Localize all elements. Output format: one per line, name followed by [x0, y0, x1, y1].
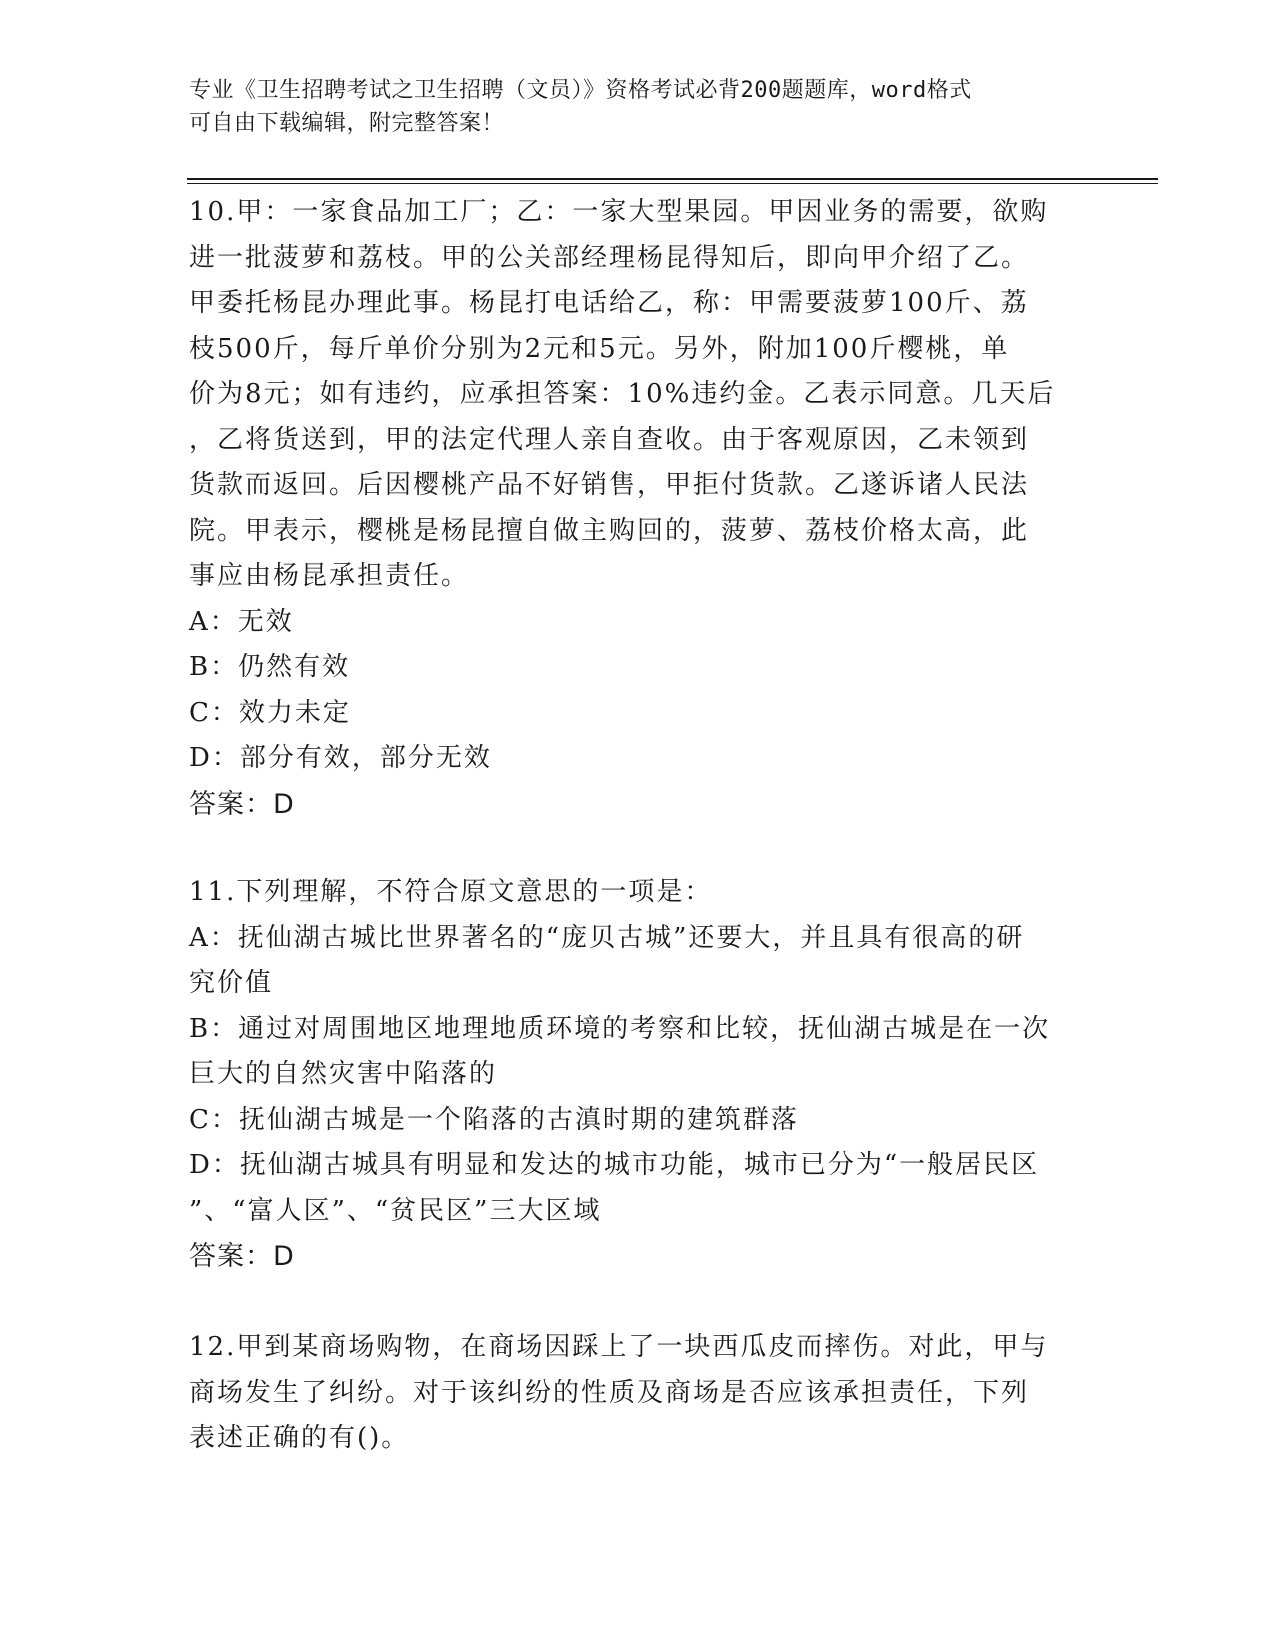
option-b: B：仍然有效 — [189, 652, 351, 682]
question-stem-line: 枝500斤，每斤单价分别为2元和5元。另外，附加100斤樱桃，单 — [189, 333, 1010, 364]
answer-label: 答案：D — [189, 1241, 295, 1272]
question-stem-line: 10.甲：一家食品加工厂；乙：一家大型果园。甲因业务的需要，欲购 — [189, 197, 1049, 227]
question-stem-line: 表述正确的有()。 — [189, 1423, 410, 1453]
header-divider-thin — [187, 183, 1158, 184]
option-d: D：抚仙湖古城具有明显和发达的城市功能，城市已分为“一般居民区 — [189, 1150, 1040, 1180]
question-stem-line: 价为8元；如有违约，应承担答案：10%违约金。乙表示同意。几天后 — [189, 379, 1056, 409]
option-b: B：通过对周围地区地理地质环境的考察和比较，抚仙湖古城是在一次 — [189, 1013, 1051, 1044]
question-12 — [189, 1325, 1089, 1462]
header-divider-thick — [187, 178, 1158, 180]
question-stem-line: ，乙将货送到，甲的法定代理人亲自查收。由于客观原因，乙未领到 — [189, 424, 1030, 455]
option-c: C：效力未定 — [189, 697, 351, 728]
document-header — [189, 74, 1069, 140]
option-c: C：抚仙湖古城是一个陷落的古滇时期的建筑群落 — [189, 1104, 799, 1135]
header-line: 专业《卫生招聘考试之卫生招聘（文员）》资格考试必背200题题库，word格式 — [189, 78, 972, 103]
option-a: A：无效 — [189, 606, 294, 637]
question-stem-line: 11.下列理解，不符合原文意思的一项是： — [189, 877, 713, 907]
question-10 — [189, 190, 1089, 827]
option-d: D：部分有效，部分无效 — [189, 743, 492, 773]
question-stem-line: 货款而返回。后因樱桃产品不好销售，甲拒付货款。乙遂诉诸人民法 — [189, 470, 1030, 500]
option-d-continued: ”、“富人区”、“贫民区”三大区域 — [189, 1195, 602, 1226]
option-a-continued: 究价值 — [189, 968, 274, 998]
option-b-continued: 巨大的自然灾害中陷落的 — [189, 1059, 498, 1089]
question-stem-line: 甲委托杨昆办理此事。杨昆打电话给乙，称：甲需要菠萝100斤、荔 — [189, 288, 1029, 318]
question-11 — [189, 870, 1089, 1280]
question-stem-line: 12.甲到某商场购物，在商场因踩上了一块西瓜皮而摔伤。对此，甲与 — [189, 1332, 1049, 1362]
answer-label: 答案：D — [189, 788, 295, 820]
question-stem-line: 院。甲表示，樱桃是杨昆擅自做主购回的，菠萝、荔枝价格太高，此 — [189, 515, 1030, 546]
option-a: A：抚仙湖古城比世界著名的“庞贝古城”还要大，并且具有很高的研 — [189, 922, 1025, 953]
question-stem-line: 商场发生了纠纷。对于该纠纷的性质及商场是否应该承担责任，下列 — [189, 1377, 1030, 1408]
question-stem-line: 进一批菠萝和荔枝。甲的公关部经理杨昆得知后，即向甲介绍了乙。 — [189, 242, 1030, 273]
question-stem-line: 事应由杨昆承担责任。 — [189, 561, 470, 591]
header-line: 可自由下载编辑，附完整答案！ — [189, 111, 505, 136]
